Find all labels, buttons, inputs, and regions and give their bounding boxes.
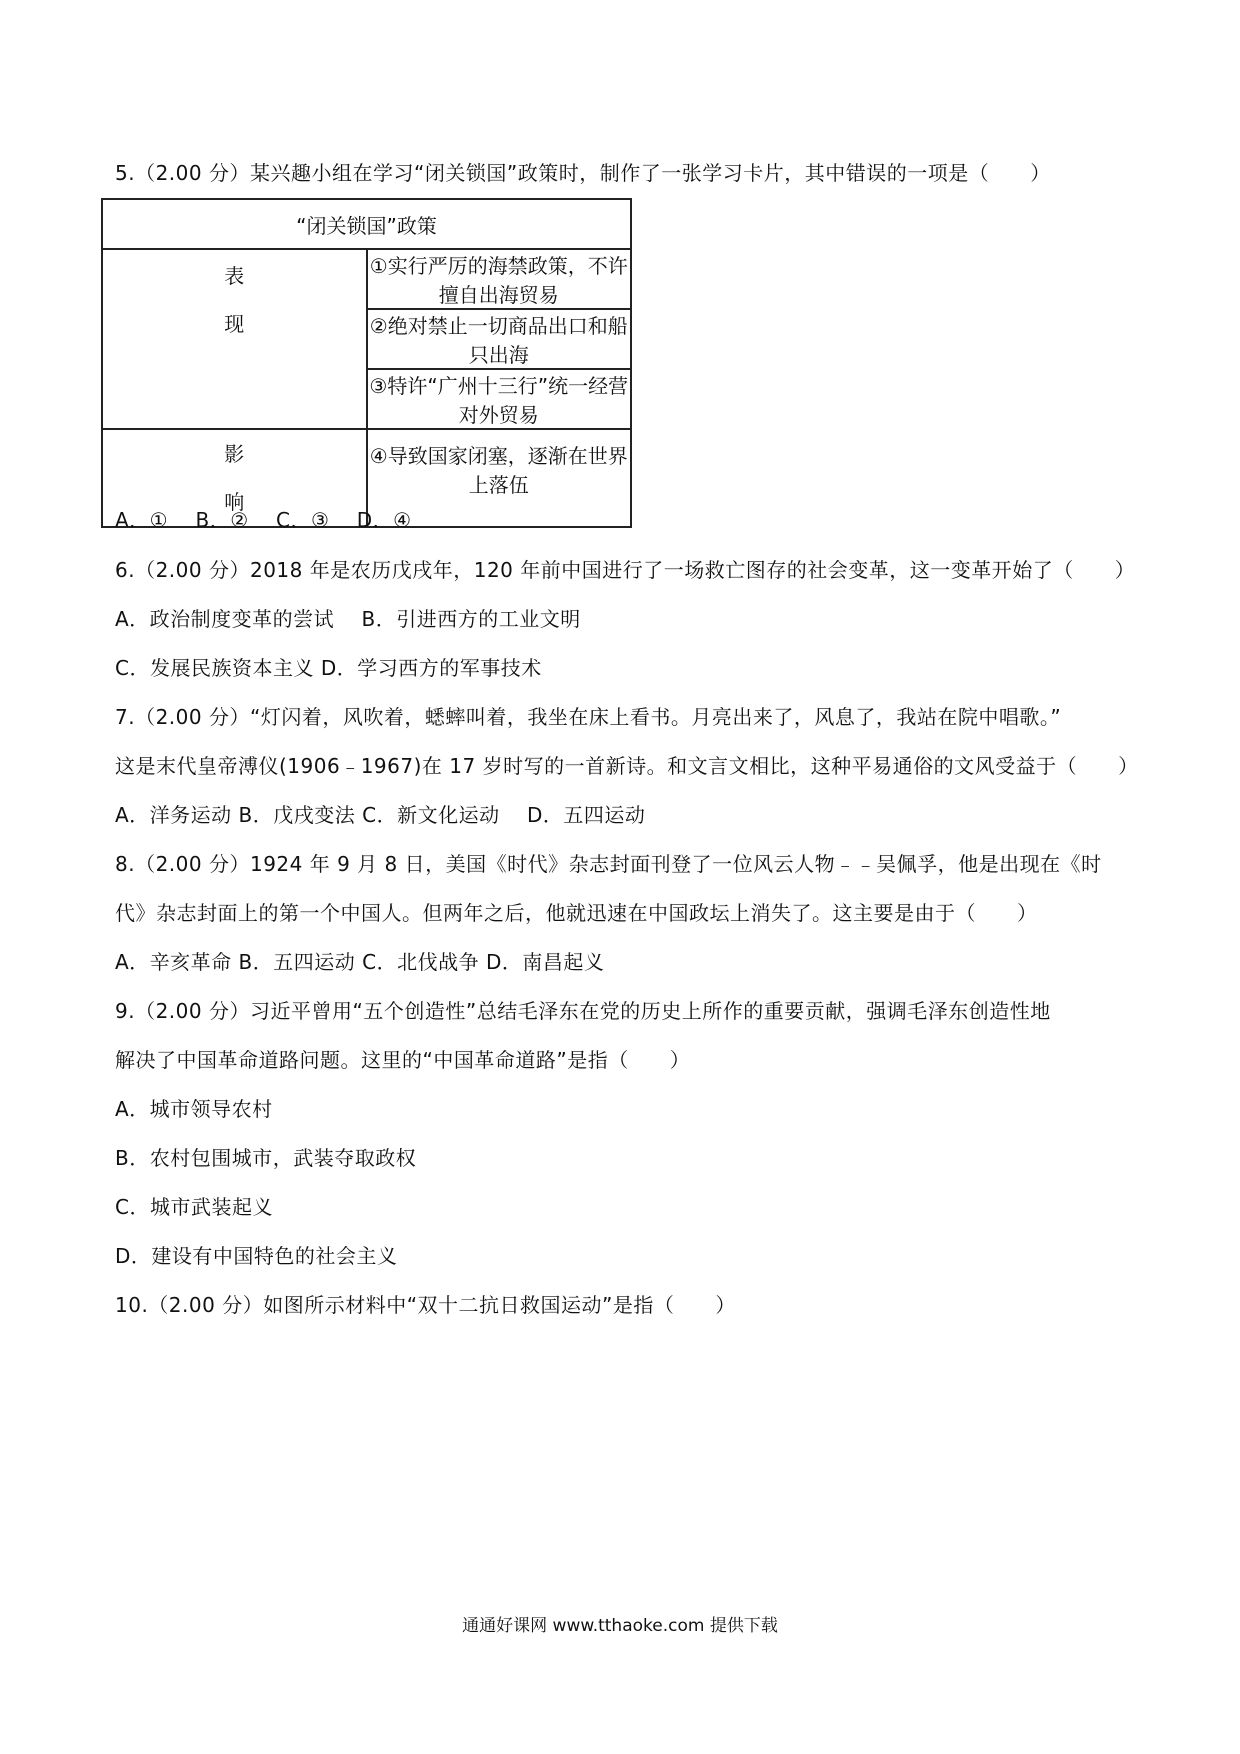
table-header: “闭关锁国”政策: [102, 199, 631, 249]
table-item-2: ②绝对禁止一切商品出口和船只出海: [367, 309, 632, 369]
question-10-stem: 10.（2.00 分）如图所示材料中“双十二抗日救国运动”是指（ ）: [115, 1293, 736, 1317]
table-item-4: ④导致国家闭塞，逐渐在世界上落伍: [367, 429, 632, 527]
question-5-stem: 5.（2.00 分）某兴趣小组在学习“闭关锁国”政策时，制作了一张学习卡片，其中错误的一项是（ ）: [115, 161, 1051, 185]
table-side-label-impact: 影 响: [102, 429, 367, 527]
table-side-label-performance: 表 现: [102, 249, 367, 429]
question-9-option-b: B．农村包围城市，武装夺取政权: [115, 1146, 417, 1170]
question-9-stem-line1: 9.（2.00 分）习近平曾用“五个创造性”总结毛泽东在党的历史上所作的重要贡献，强调毛泽东创造性地: [115, 999, 1051, 1023]
question-7-options: A．洋务运动 B．戊戌变法 C．新文化运动 D．五四运动: [115, 803, 646, 827]
question-9-option-c: C．城市武装起义: [115, 1195, 273, 1219]
question-8-stem-line1: 8.（2.00 分）1924 年 9 月 8 日，美国《时代》杂志封面刊登了一位风云人物﹣﹣吴佩孚，他是出现在《时: [115, 852, 1102, 876]
page-footer: 通通好课网 www.tthaoke.com 提供下载: [462, 1616, 778, 1636]
question-6-stem: 6.（2.00 分）2018 年是农历戊戌年，120 年前中国进行了一场救亡图存的社会变革，这一变革开始了（ ）: [115, 558, 1136, 582]
question-6-options-line1: A．政治制度变革的尝试 B．引进西方的工业文明: [115, 607, 581, 631]
question-8-options: A．辛亥革命 B．五四运动 C．北伐战争 D．南昌起义: [115, 950, 605, 974]
question-5-options: A．① B．② C．③ D．④: [115, 508, 412, 532]
question-7-stem-line1: 7.（2.00 分）“灯闪着，风吹着，蟋蟀叫着，我坐在床上看书。月亮出来了，风息了，我站在院中唱歌。”: [115, 705, 1062, 729]
question-9-option-d: D．建设有中国特色的社会主义: [115, 1244, 398, 1268]
table-item-3: ③特许“广州十三行”统一经营对外贸易: [367, 369, 632, 429]
question-9-option-a: A．城市领导农村: [115, 1097, 273, 1121]
study-card-table: [101, 198, 632, 528]
question-6-options-line2: C．发展民族资本主义 D．学习西方的军事技术: [115, 656, 542, 680]
table-item-1: ①实行严厉的海禁政策，不许擅自出海贸易: [367, 249, 632, 309]
question-9-stem-line2: 解决了中国革命道路问题。这里的“中国革命道路”是指（ ）: [115, 1048, 691, 1072]
question-7-stem-line2: 这是末代皇帝溥仪(1906﹣1967)在 17 岁时写的一首新诗。和文言文相比，这种平易通俗的文风受益于（ ）: [115, 754, 1139, 778]
question-8-stem-line2: 代》杂志封面上的第一个中国人。但两年之后，他就迅速在中国政坛上消失了。这主要是由于（ ）: [115, 901, 1038, 925]
